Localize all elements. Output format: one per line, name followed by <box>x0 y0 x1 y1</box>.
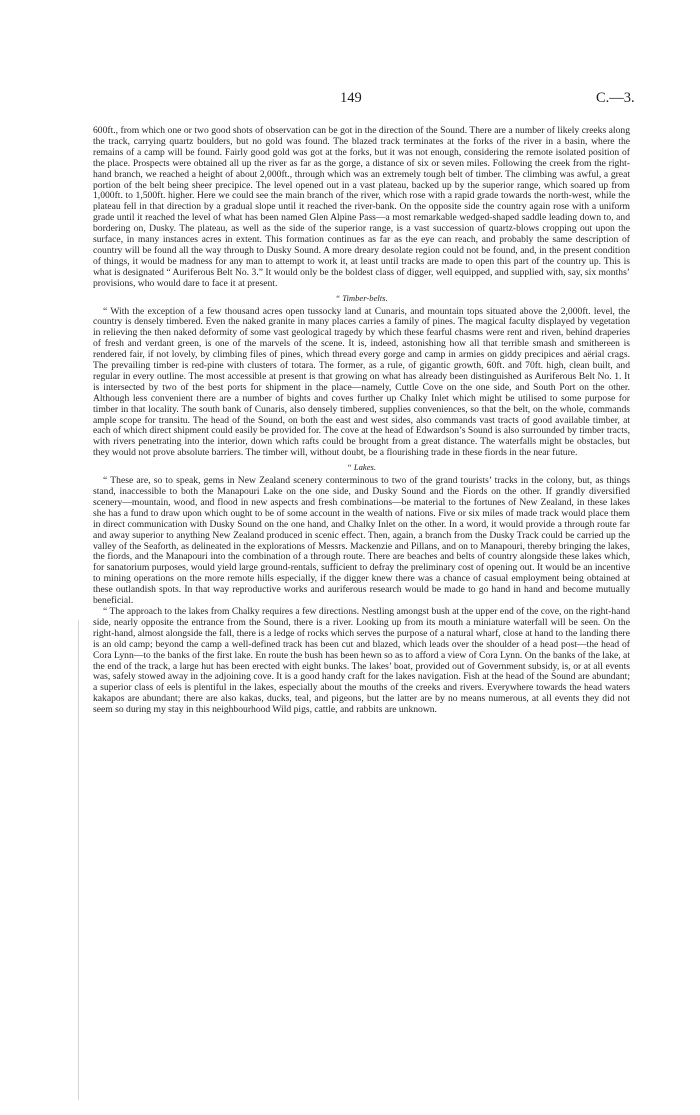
page-header <box>0 90 700 110</box>
section-timber-belts <box>93 293 630 460</box>
paragraph: 600ft., from which one or two good shots of observation can be got in the direction of the Sound. There are a number of likely creeks along the track, carrying quartz boulders, but no gold was found. The blazed track terminates at the forks of the river in a basin, where the remains of a camp will be found. Fairly good gold was got at the forks, but it was not enough, considering the remote isolated position of the place. Prospects were obtained all up the river as far as the gorge, a distance of six or seven miles. Following the creek from the right-hand branch, we reached a height of about 2,000ft., through which was an extremely tough belt of timber. The climbing was awful, a great portion of the belt being sheer precipice. The level opened out in a vast plateau, backed up by the superior range, which soared up from 1,000ft. to 1,500ft. higher. Here we could see the main branch of the river, which rose with a rapid grade towards the north-west, while the plateau fell in that direction by a gradual slope until it reached the river-bank. On the opposite side the country again rose with a uniform grade until it reached the level of what has been named Glen Alpine Pass—a most remarkable wedged-shaped saddle leading down to, and bordering on, Dusky. The plateau, as well as the side of the superior range, is a vast succession of quartz-blows cropping out upon the surface, in many instances acres in extent. This formation continues as far as the eye can reach, and probably the same description of country will be found all the way through to Dusky Sound. A more dreary desolate region could not be found, and, in the present condition of things, it would be madness for any man to attempt to work it, at least until tracks are made to open this part of the country up. This is what is designated “ Auriferous Belt No. 3.” It would only be the boldest class of digger, well equipped, and supplied with, say, six months’ provisions, who would dare to face it at present. <box>93 125 630 289</box>
document-body <box>93 126 630 716</box>
section-lakes <box>93 462 630 716</box>
paragraph: “ With the exception of a few thousand acres open tussocky land at Cunaris, and mountain tops situated above the 2,000ft. level, the country is densely timbered. Even the naked granite in many places carries a family of pines. The magical faculty displayed by vegetation in relieving the then naked deformity of some vast geological tragedy by which these fearful chasms were rent and riven, behind draperies of fresh and verdant green, is one of the marvels of the scene. It is, indeed, astonishing how all that terrible smash and smithereen is rendered fair, if not lovely, by climbing files of pines, which thread every gorge and camp in armies on giddy precipices and aërial crags. The prevailing timber is red-pine with clusters of totara. The former, as a rule, of gigantic growth, 60ft. and 70ft. high, clean built, and regular in every outline. The most accessible at present is that growing on what has already been distinguished as Auriferous Belt No. 1. It is intersected by two of the best ports for shipment in the place—namely, Cuttle Cove on the one side, and South Port on the other. Although less convenient there are a number of bights and coves further up Chalky Inlet which might be utilised to some purpose for timber in that locality. The south bank of Cunaris, also densely timbered, supplies conveniences, so that the belt, on the whole, commands ample scope for transitu. The head of the Sound, on both the east and west sides, also commands vast tracts of good available timber, at each of which direct shipment could easily be provided for. The cove at the head of Edwardson’s Sound is also surrounded by timber tracts, with rivers penetrating into the interior, down which rafts could be brought from a great distance. The waterfalls might be obstacles, but they would not prove absolute barriers. The timber will, without doubt, be a flourishing trade in these fiords in the near future. <box>93 305 630 459</box>
section-auriferous-belt <box>93 126 630 290</box>
section-heading-timber-belts: “ Timber-belts. <box>335 292 388 303</box>
paragraph: “ These are, so to speak, gems in New Zealand scenery conterminous to two of the grand tourists’ tracks in the colony, but, as things stand, inaccessible to both the Manapouri Lake on the one side, and Dusky Sound and the Fiords on the other. If grandly diversified scenery—mountain, wood, and flood in new aspects and fresh combinations—be material to the fortunes of New Zealand, in these lakes she has a fund to draw upon which ought to be of some account in the wealth of nations. Five or six miles of made track would place them in direct communication with Dusky Sound on the one hand, and Chalky Inlet on the other. In a word, it would provide a through route far and away superior to anything New Zealand produced in scenic effect. Then, again, a branch from the Dusky Track could be carried up the valley of the Seaforth, as delineated in the explorations of Messrs. Mackenzie and Pillans, and on to Manapouri, thereby bringing the lakes, the fiords, and the Manapouri into the combination of a through route. There are beaches and belts of country alongside these lakes which, for sanatorium purposes, would yield large ground-rentals, sufficient to defray the preliminary cost of opening out. It would be an incentive to mining operations on the more remote hills especially, if the digger knew there was a chance of casual employment being obtained at these outlandish spots. In that way reproductive works and auriferous research would be made to go hand in hand and become mutually beneficial. <box>93 475 630 607</box>
scan-margin-line <box>78 620 79 1100</box>
section-heading-lakes: “ Lakes. <box>346 462 377 473</box>
report-code: C.—3. <box>596 90 635 106</box>
page-number: 149 <box>340 90 362 106</box>
paragraph: “ The approach to the lakes from Chalky requires a few directions. Nestling amongst bush at the upper end of the cove, on the right-hand side, nearly opposite the entrance from the Sound, there is a river. Looking up from its mouth a miniature waterfall will be seen. On the right-hand, almost alongside the fall, there is a ledge of rocks which serves the purpose of a natural wharf, close at hand to the landing there is an old camp; beyond the camp a well-defined track has been cut and blazed, which leads over the shoulder of a head post—the head of Cora Lynn—to the banks of the first lake. En route the bush has been hewn so as to afford a view of Cora Lynn. On the banks of the lake, at the end of the track, a large hut has been erected with eight bunks. The lakes’ boat, provided out of Government subsidy, is, or at all events was, safely stowed away in the adjoining cove. It is a good handy craft for the lakes navigation. Fish at the head of the Sound are abundant; a superior class of eels is plentiful in the lakes, especially about the mouths of the creeks and rivers. Everywhere towards the head waters kakapos are abundant; there are also kakas, ducks, teal, and pigeons, but the latter are by no means numerous, at all events they did not seem so during my stay in this neighbourhood Wild pigs, cattle, and rabbits are unknown. <box>93 605 630 716</box>
